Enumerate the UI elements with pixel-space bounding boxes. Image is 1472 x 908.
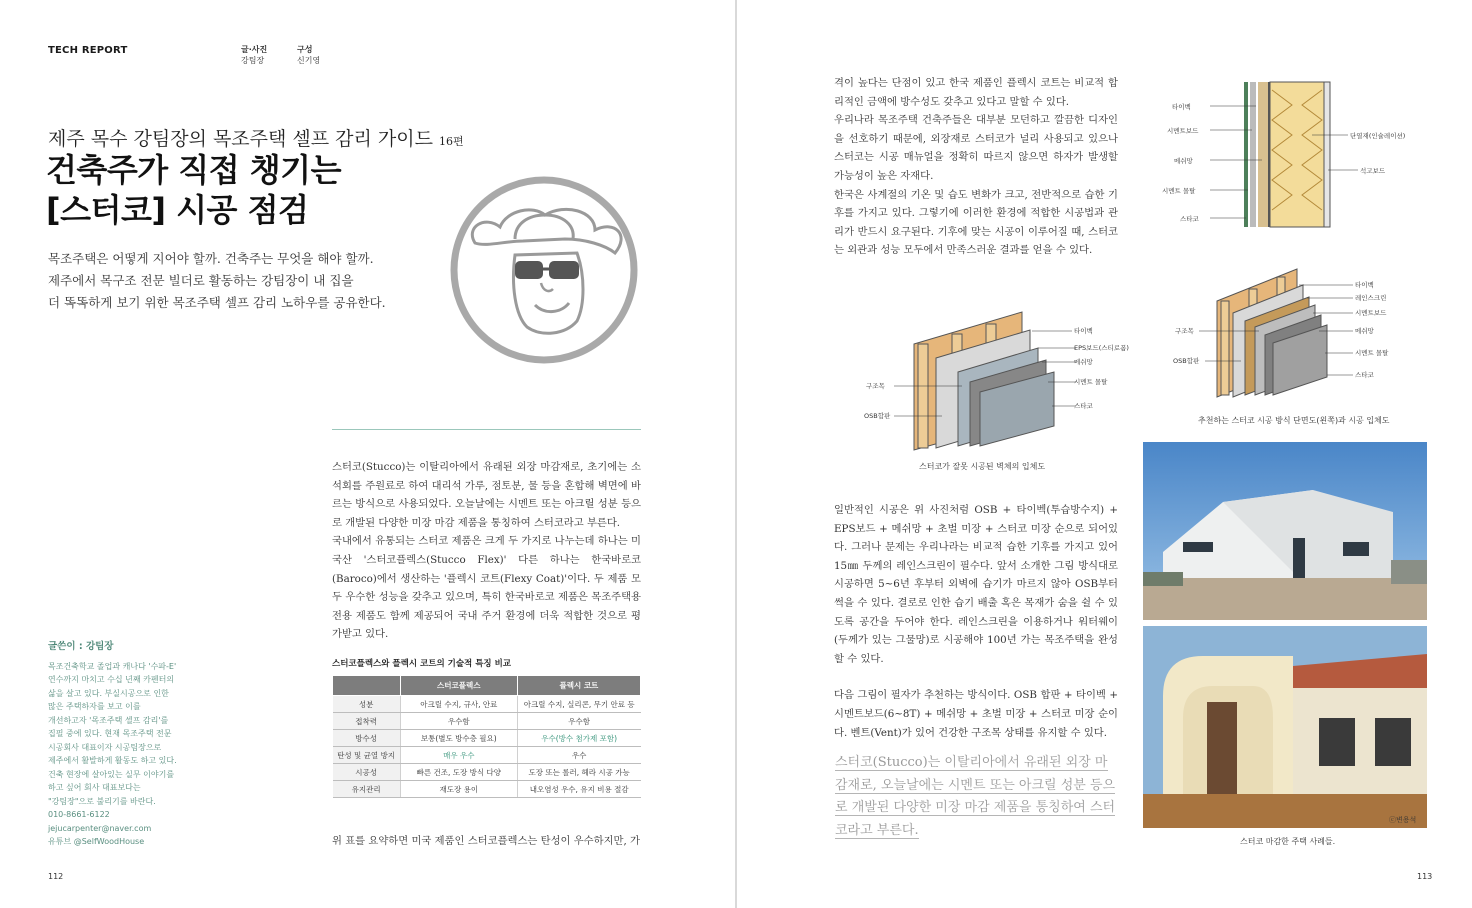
pull-quote: 스터코(Stucco)는 이탈리아에서 유래된 외장 마감재로, 오늘날에는 시멘트 또는 아크릴 성분 등으로 개발된 다양한 미장 마감 제품을 통칭하여 스터코라고 부른다. [835,755,1116,838]
wrong-label-tyvek: 타이벡 [1074,327,1093,335]
left-page [0,0,735,908]
table-title: 스터코플렉스와 플렉시 코트의 기술적 특징 비교 [332,659,512,669]
rec-label-tyvek: 타이벡 [1355,281,1374,289]
credit-writer: 글·사진 강팀장 [241,45,268,65]
wrong-label-stucco: 스타코 [1074,402,1093,410]
body-continued-line: 위 표를 요약하면 미국 제품인 스터코플렉스는 탄성이 우수하지만, 가 [332,835,640,847]
wrong-label-osb: OSB합판 [864,412,891,420]
headline: 건축주가 직접 챙기는 [스터코] 시공 점검 [46,151,341,229]
section-label-tyvek: 타이벡 [1172,103,1191,111]
divider-rule [332,429,641,430]
wrong-label-stud: 구조목 [866,382,885,390]
rec-label-cement-board: 시멘트보드 [1355,309,1387,317]
body-column-left: 스터코(Stucco)는 이탈리아에서 유래된 외장 마감재로, 초기에는 소석회를 주원료로 하여 대리석 가루, 점토분, 물 등을 혼합해 벽면에 바르는 방식으로 사용되었다. 오늘날에는 시멘트 또는 아크릴 성분 등으로 개발된 다양한 미장 마감 제품을 통칭하여 스터코라고 부른다. 국내에서 유통되는 스터코 제품은 크게 두 가지로 나누는데 하나는 미국산 '스터코플렉스(Stucco Flex)' 다른 하나는 한국바로코(Baroco)에서 생산하는 '플렉시 코트(Flexy Coat)'이다. 두 제품 모두 우수한 성능을 갖추고 있으며, 특히 한국바로코 제품은 목조주택용 전용 제품도 함께 제공되어 국내 주거 환경에 더욱 적합한 것으로 평가받고 있다. [332,461,641,641]
credit-editor: 구성 신기영 [297,45,321,65]
wrong-label-mesh: 메쉬망 [1074,358,1093,366]
photo-modern-house [1143,442,1427,620]
section-label-mesh: 메쉬망 [1174,157,1193,165]
wrong-construction-diagram [862,300,1129,450]
table-row: 성분 아크릴 수지, 규사, 안료 아크릴 수지, 실리콘, 무기 안료 등 [333,696,641,713]
table-row: 탄성 및 균열 방지 매우 우수 우수 [333,747,641,764]
author-box: 글쓴이 : 강팀장 목조건축학교 졸업과 캐나다 '수파-E' 연수까지 마치고 수십 년째 카펜터의 삶을 살고 있다. 부실시공으로 인한 많은 주택하자를 보고 이를 개선하고자 '목조주택 셀프 감리'를 집필 중에 있다. 현재 목조주택 전문 시공회사 대표이자 시공팀장으로 제주에서 활발하게 활동도 하고 있다. 건축 현장에 살아있는 실무 이야기를 하고 싶어 회사 대표보다는 "강팀장"으로 불리기를 바란다. 010-8661-6122 jejucarpenter@naver.com 유튜브 @SelfWoodHouse [48,641,177,846]
section-label-stucco: 스타코 [1180,215,1199,223]
recommended-construction-diagram [1169,265,1399,405]
recommended-diagram-caption: 추천하는 스터코 시공 방식 단면도(왼쪽)과 시공 입체도 [1198,416,1390,425]
section-label-mortar: 시멘트 몰탈 [1162,187,1196,195]
rec-label-mortar: 시멘트 몰탈 [1355,349,1389,357]
table-row: 접착력 우수함 우수함 [333,713,641,730]
section-label-cement-board: 시멘트보드 [1167,127,1199,135]
wrong-label-eps: EPS보드(스티로폼) [1074,344,1129,352]
photo-stucco-entrance [1143,626,1427,828]
carpenter-illustration [445,175,645,365]
table-row: 방수성 보통(별도 방수층 필요) 우수(방수 첨가제 포함) [333,730,641,747]
page-number-right: 113 [1417,872,1433,881]
section-label: TECH REPORT [48,45,128,56]
rec-label-rainscreen: 레인스크린 [1355,294,1387,302]
wrong-label-mortar: 시멘트 몰탈 [1074,378,1108,386]
section-label-insulation: 단열재(인슐레이션) [1350,132,1406,140]
comparison-table [332,675,641,798]
photo-caption: 스터코 마감한 주택 사례들. [1240,837,1336,846]
section-diagram [1162,80,1462,230]
rec-label-osb: OSB합판 [1173,357,1200,365]
series-title: 제주 목수 강팀장의 목조주택 셀프 감리 가이드 16편 [48,128,464,150]
right-page [737,0,1472,908]
table-row: 시공성 빠른 건조, 도장 방식 다양 도장 또는 롤러, 헤라 시공 가능 [333,764,641,781]
lead-paragraph: 목조주택은 어떻게 지어야 할까. 건축주는 무엇을 해야 할까. 제주에서 목구조 전문 빌더로 활동하는 강팀장이 내 집을 더 똑똑하게 보기 위한 목조주택 셀프 감리 노하우를 공유한다. [48,251,386,310]
page-number-left: 112 [48,872,64,881]
rec-label-mesh: 메쉬망 [1355,327,1374,335]
table-row: 유지관리 재도장 용이 내오염성 우수, 유지 비용 절감 [333,781,641,798]
body-column-right-top: 격이 높다는 단점이 있고 한국 제품인 플렉시 코트는 비교적 합리적인 금액에 방수성도 갖추고 있다고 말할 수 있다. 우리나라 목조주택 건축주들은 대부분 모던하고 깔끔한 디자인을 선호하기 때문에, 외장재로 스터코가 널리 사용되고 있으나 스터코는 시공 매뉴얼을 정확히 따르지 않으면 하자가 발생할 가능성이 높은 자재다. 한국은 사계절의 기온 및 습도 변화가 크고, 전반적으로 습한 기후를 가지고 있다. 그렇기에 이러한 환경에 적합한 시공법과 관리가 반드시 요구된다. 기후에 맞는 시공이 이루어질 때, 스터코는 외관과 성능 모두에서 만족스러운 결과를 얻을 수 있다. [834,77,1118,257]
rec-label-stucco: 스타코 [1355,371,1374,379]
photo-credit: ⓒ변용석 [1389,816,1417,824]
rec-label-stud: 구조목 [1175,327,1194,335]
wrong-diagram-caption: 스터코가 잘못 시공된 벽체의 입체도 [919,462,1046,471]
table-header-row: 스터코플렉스 플렉시 코트 [333,676,641,696]
section-label-gypsum: 석고보드 [1360,167,1386,175]
body-column-right-mid: 일반적인 시공은 위 사진처럼 OSB + 타이벡(투습방수지) + EPS보드 + 메쉬망 + 초벌 미장 + 스터코 미장 순으로 되어있다. 그러나 문제는 우리나라는 비교적 습한 기후를 가지고 있어 15㎜ 두께의 레인스크린이 필수다. 앞서 소개한 그림 방식대로 시공하면 5~6년 후부터 외벽에 습기가 마르지 않아 OSB부터 썩을 수 있다. 결로로 인한 습기 배출 혹은 목재가 숨을 쉴 수 있도록 공간을 두어야 한다. 레인스크린을 이용하거나 워터웨이(두께가 있는 그물망)로 시공해야 100년 가는 목조주택을 완성할 수 있다. 다음 그림이 필자가 추천하는 방식이다. OSB 합판 + 타이벡 + 시멘트보드(6~8T) + 메쉬망 + 초벌 미장 + 스터코 미장 순이다. 벤트(Vent)가 있어 건강한 구조목 상태를 유지할 수 있다. [834,504,1118,739]
